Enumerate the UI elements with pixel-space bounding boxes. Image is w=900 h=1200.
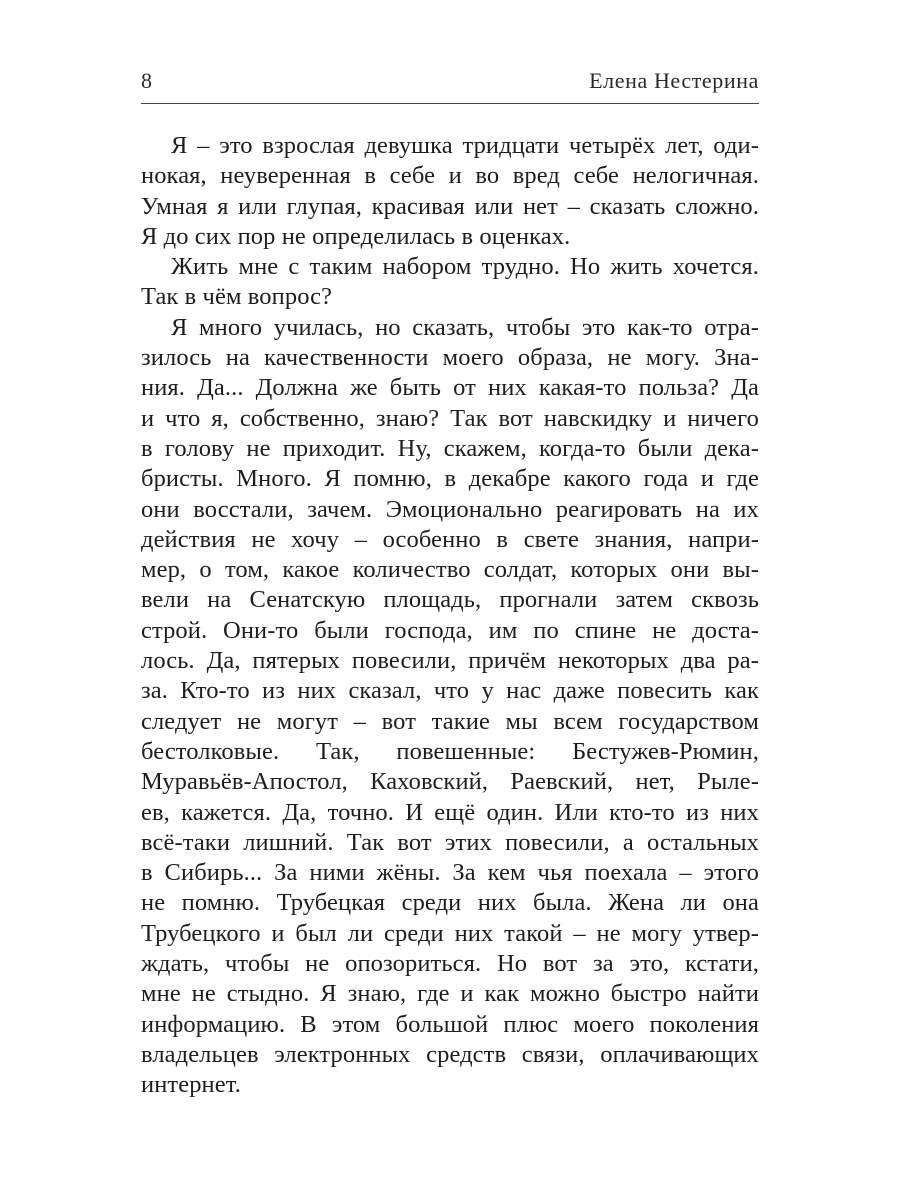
text-line: ев, кажется. Да, точно. И ещё один. Или кто-то из них bbox=[141, 798, 759, 826]
text-line: интернет. bbox=[141, 1071, 241, 1099]
text-line: бестолковые. Так, повешенные: Бестужев-Рюмин, bbox=[141, 737, 759, 765]
text-line: Жить мне с таким набором трудно. Но жить хочется. bbox=[171, 253, 759, 281]
text-line: Умная я или глупая, красивая или нет – сказать сложно. bbox=[141, 192, 759, 220]
text-line: они восстали, зачем. Эмоционально реагировать на их bbox=[141, 495, 759, 523]
text-line: вели на Сенатскую площадь, прогнали затем сквозь bbox=[141, 586, 759, 614]
running-head-author: Елена Нестерина bbox=[589, 68, 759, 93]
header-rule bbox=[141, 103, 759, 104]
text-line: зилось на качественности моего образа, не могу. Зна- bbox=[141, 344, 759, 372]
text-line: в голову не приходит. Ну, скажем, когда-то были дека- bbox=[141, 434, 759, 462]
body-text bbox=[141, 131, 759, 1101]
text-line: Я до сих пор не определилась в оценках. bbox=[141, 222, 571, 250]
text-line: строй. Они-то были господа, им по спине не доста- bbox=[141, 616, 759, 644]
text-line: мер, о том, какое количество солдат, которых они вы- bbox=[141, 556, 759, 584]
text-line: Я много училась, но сказать, чтобы это как-то отра- bbox=[171, 313, 759, 341]
text-line: и что я, собственно, знаю? Так вот навскидку и ничего bbox=[141, 404, 759, 432]
text-line: нокая, неуверенная в себе и во вред себе нелогичная. bbox=[141, 162, 759, 190]
text-line: Трубецкого и был ли среди них такой – не могу утвер- bbox=[141, 919, 759, 947]
text-line: в Сибирь... За ними жёны. За кем чья поехала – этого bbox=[141, 859, 759, 887]
text-line: Муравьёв-Апостол, Каховский, Раевский, нет, Рыле- bbox=[141, 768, 759, 796]
text-line: следует не могут – вот такие мы всем государством bbox=[141, 707, 759, 735]
text-line: ждать, чтобы не опозориться. Но вот за это, кстати, bbox=[141, 950, 759, 978]
text-line: за. Кто-то из них сказал, что у нас даже повесить как bbox=[141, 677, 759, 705]
text-line: Так в чём вопрос? bbox=[141, 283, 333, 311]
text-line: всё-таки лишний. Так вот этих повесили, а остальных bbox=[141, 828, 759, 856]
text-line: действия не хочу – особенно в свете знания, напри- bbox=[141, 525, 759, 553]
text-line: бристы. Много. Я помню, в декабре какого года и где bbox=[141, 465, 759, 493]
text-line: ния. Да... Должна же быть от них какая-то польза? Да bbox=[141, 374, 759, 402]
text-line: не помню. Трубецкая среди них была. Жена ли она bbox=[141, 889, 759, 917]
text-line: информацию. В этом большой плюс моего поколения bbox=[141, 1010, 759, 1038]
running-header bbox=[141, 66, 759, 96]
text-line: мне не стыдно. Я знаю, где и как можно быстро найти bbox=[141, 980, 759, 1008]
text-line: Я – это взрослая девушка тридцати четырёх лет, оди- bbox=[171, 132, 759, 159]
page-number: 8 bbox=[141, 68, 152, 93]
text-line: владельцев электронных средств связи, оплачивающих bbox=[141, 1040, 759, 1068]
text-line: лось. Да, пятерых повесили, причём некоторых два ра- bbox=[141, 647, 759, 675]
